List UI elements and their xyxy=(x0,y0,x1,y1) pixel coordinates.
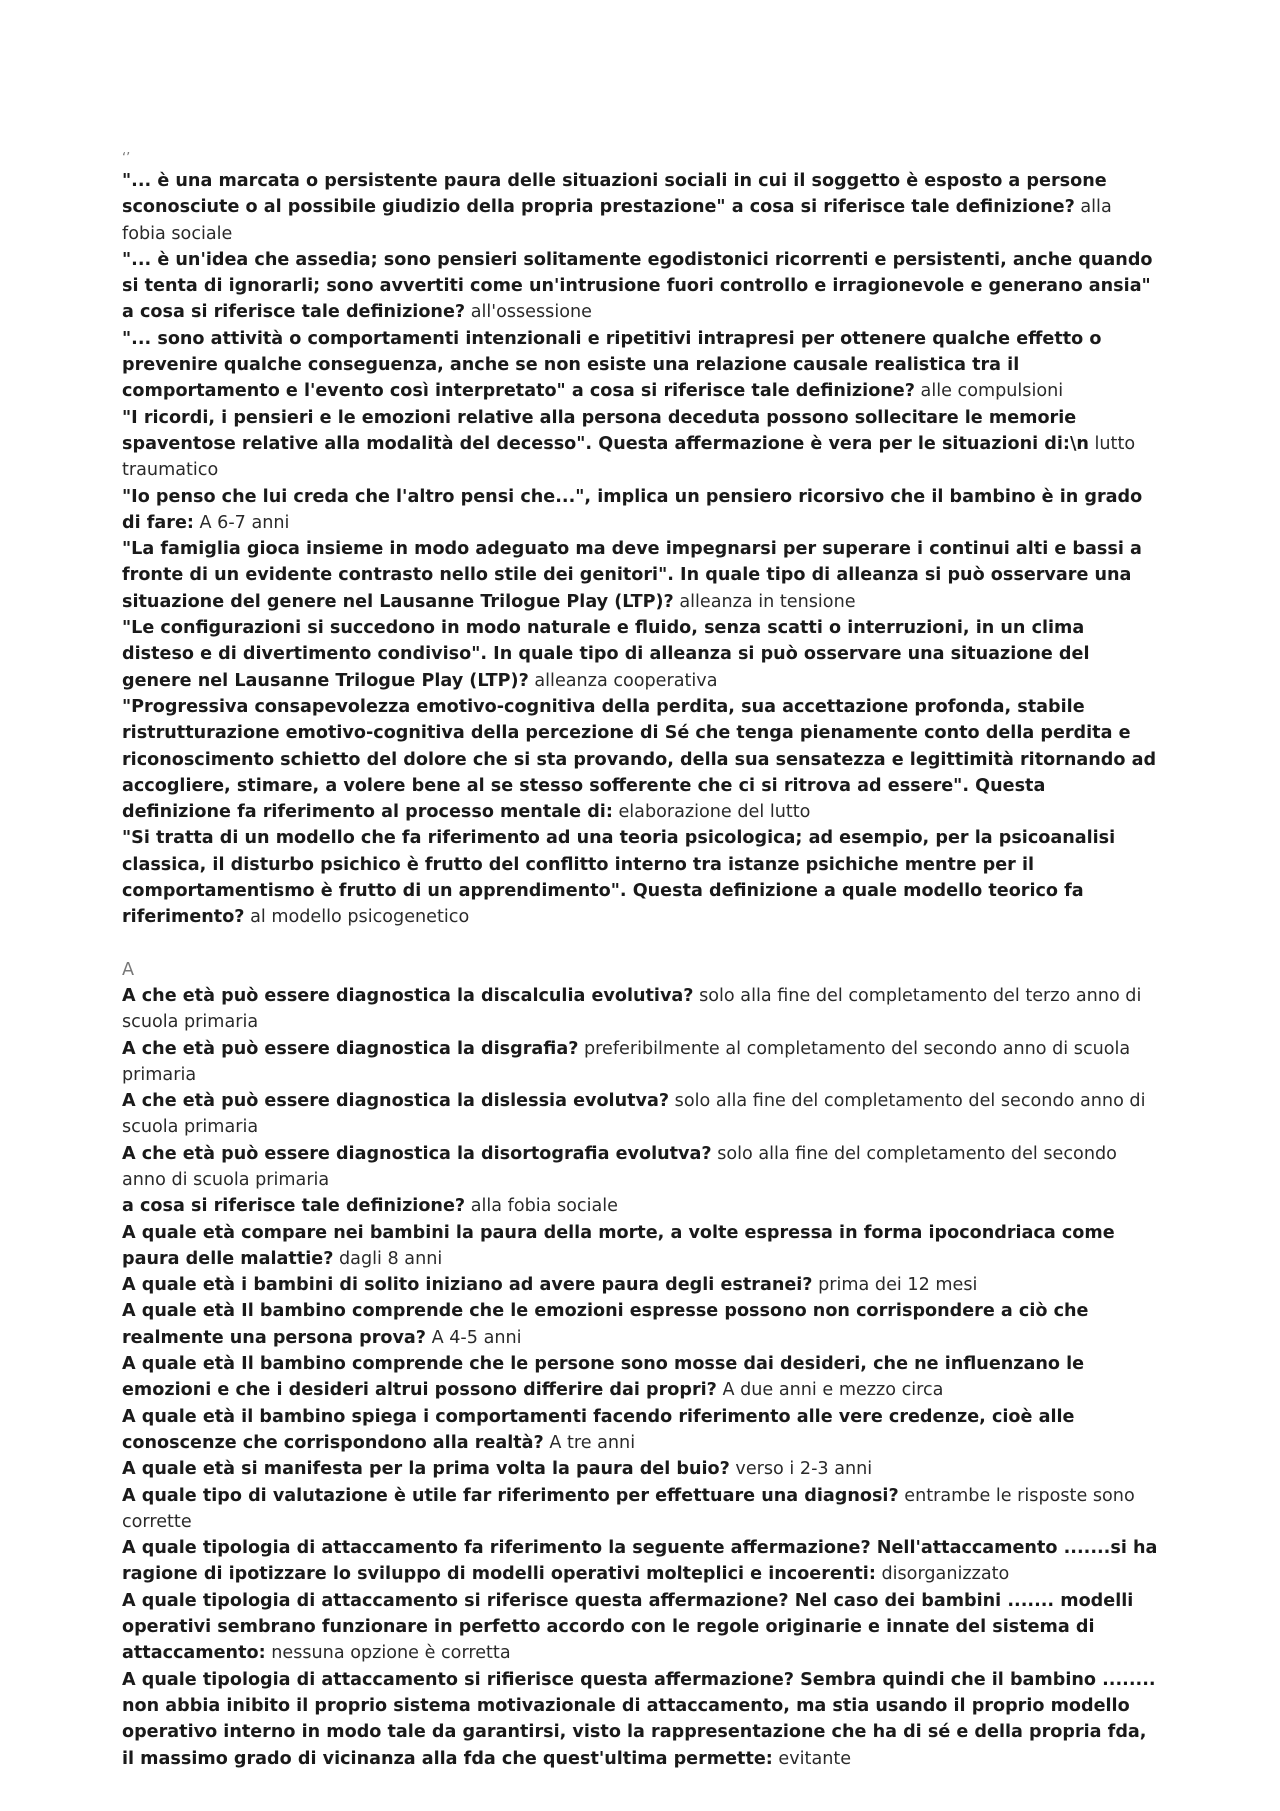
qa-entry xyxy=(122,1220,1158,1273)
qa-entry xyxy=(122,1141,1158,1194)
question-text: A che età può essere diagnostica la dislessia evolutva? xyxy=(122,1091,670,1112)
answer-text: lutto traumatico xyxy=(122,433,1136,481)
question-text: "I ricordi, i pensieri e le emozioni relative alla persona deceduta possono sollecitare le memorie spaventose relative alla modalità del decesso". Questa affermazione è vera per le situazioni di:\n xyxy=(122,407,1089,454)
answer-text: preferibilmente al completamento del secondo anno di scuola primaria xyxy=(122,1038,1131,1085)
question-text: "... è un'idea che assedia; sono pensieri solitamente egodistonici ricorrenti e persistenti, anche quando si tenta di ignorarli; sono avvertiti come un'intrusione fuori controllo e irragionevole e generano ansia" a cosa si riferisce tale definizione? xyxy=(122,249,1153,323)
question-text: A quale età il bambino spiega i comportamenti facendo riferimento alle vere credenze, cioè alle conoscenze che corrispondono alla realtà? xyxy=(122,1406,1075,1453)
question-text: "Io penso che lui creda che l'altro pensi che...", implica un pensiero ricorsivo che il bambino è in grado di fare: xyxy=(122,486,1143,533)
qa-entry xyxy=(122,1667,1158,1772)
section-gap xyxy=(122,931,1158,957)
answer-text: solo alla fine del completamento del secondo anno di scuola primaria xyxy=(122,1091,1146,1138)
qa-entry xyxy=(122,1088,1158,1141)
qa-entry xyxy=(122,983,1158,1036)
qa-entry xyxy=(122,1456,1158,1482)
question-text: A quale età i bambini di solito iniziano ad avere paura degli estranei? xyxy=(122,1275,813,1296)
answer-text: alla fobia sociale xyxy=(122,197,1112,244)
top-marker: ‘’ xyxy=(122,151,131,166)
question-text: "Le configurazioni si succedono in modo naturale e fluido, senza scatti o interruzioni, in un clima disteso e di divertimento condiviso". In quale tipo di alleanza si può osservare una situazione del genere nel Lausanne Trilogue Play (LTP)? xyxy=(122,618,1090,691)
qa-entry xyxy=(122,1588,1158,1667)
answer-text: nessuna opzione è corretta xyxy=(271,1643,511,1664)
answer-text: elaborazione del lutto xyxy=(618,802,811,823)
section-letter: A xyxy=(122,959,135,980)
qa-entry xyxy=(122,1298,1158,1351)
answer-text: evitante xyxy=(778,1748,852,1769)
question-text: "Progressiva consapevolezza emotivo-cognitiva della perdita, sua accettazione profonda, stabile ristrutturazione emotivo-cognitiva della percezione di Sé che tenga pienamente conto della perdita e riconoscimento schietto del dolore che si sta provando, della sua sensatezza e legittimità ritornando ad accogliere, stimare, a volere bene al se stesso sofferente che ci si ritrova ad essere". Questa definizione fa riferimento al processo mentale di: xyxy=(122,696,1157,823)
question-text: A che età può essere diagnostica la disgrafia? xyxy=(122,1038,579,1059)
qa-entry xyxy=(122,536,1158,615)
question-text: "... sono attività o comportamenti intenzionali e ripetitivi intrapresi per ottenere qualche effetto o prevenire qualche conseguenza, anche se non esiste una relazione causale realistica tra il comportamento e l'evento così interpretato" a cosa si riferisce tale definizione? xyxy=(122,328,1102,402)
question-text: a cosa si riferisce tale definizione? xyxy=(122,1196,466,1217)
question-text: A quale età si manifesta per la prima volta la paura del buio? xyxy=(122,1459,730,1480)
question-text: "Si tratta di un modello che fa riferimento ad una teoria psicologica; ad esempio, per la psicoanalisi classica, il disturbo psichico è frutto del conflitto interno tra istanze psichiche mentre per il comportamentismo è frutto di un apprendimento". Questa definizione a quale modello teorico fa riferimento? xyxy=(122,828,1116,928)
answer-text: alleanza cooperativa xyxy=(534,670,718,691)
answer-text: dagli 8 anni xyxy=(339,1248,443,1269)
answer-text: alle compulsioni xyxy=(920,381,1064,402)
qa-entry xyxy=(122,168,1158,247)
question-text: A quale età Il bambino comprende che le persone sono mosse dai desideri, che ne influenzano le emozioni e che i desideri altrui possono differire dai propri? xyxy=(122,1354,1085,1401)
qa-entry xyxy=(122,1483,1158,1536)
answer-text: entrambe le risposte sono corrette xyxy=(122,1485,1135,1532)
qa-entry xyxy=(122,326,1158,405)
qa-entry xyxy=(122,1036,1158,1089)
question-text: "La famiglia gioca insieme in modo adeguato ma deve impegnarsi per superare i continui alti e bassi a fronte di un evidente contrasto nello stile dei genitori". In quale tipo di alleanza si può osservare una situazione del genere nel Lausanne Trilogue Play (LTP)? xyxy=(122,539,1142,612)
question-text: A quale tipologia di attaccamento si rifierisce questa affermazione? Sembra quindi che il bambino ........ non abbia inibito il proprio sistema motivazionale di attaccamento, ma stia usando il proprio modello operativo interno in modo tale da garantirsi, visto la rappresentazione che ha di sé e della propria fda, il massimo grado di vicinanza alla fda che quest'ultima permette: xyxy=(122,1669,1156,1769)
question-text: A che età può essere diagnostica la discalculia evolutiva? xyxy=(122,985,694,1006)
answer-text: alleanza in tensione xyxy=(679,591,856,612)
qa-entry xyxy=(122,247,1158,326)
qa-entry xyxy=(122,1535,1158,1588)
answer-text: disorganizzato xyxy=(881,1564,1010,1585)
answer-text: verso i 2-3 anni xyxy=(735,1459,873,1480)
qa-entry xyxy=(122,1193,1158,1219)
entries-group-a xyxy=(122,983,1158,1772)
qa-entry xyxy=(122,484,1158,537)
question-text: A quale tipologia di attaccamento si riferisce questa affermazione? Nel caso dei bambini ....... modelli operativi sembrano funzionare in perfetto accordo con le regole originarie e innate del sistema di attaccamento: xyxy=(122,1590,1134,1664)
qa-entry xyxy=(122,1351,1158,1404)
answer-text: A due anni e mezzo circa xyxy=(722,1380,944,1401)
question-text: A quale età compare nei bambini la paura della morte, a volte espressa in forma ipocondriaca come paura delle malattie? xyxy=(122,1222,1115,1269)
question-text: A che età può essere diagnostica la disortografia evolutva? xyxy=(122,1143,712,1164)
question-text: A quale tipologia di attaccamento fa riferimento la seguente affermazione? Nell'attaccamento .......si ha ragione di ipotizzare lo sviluppo di modelli operativi molteplici e incoerenti: xyxy=(122,1538,1158,1585)
question-text: "... è una marcata o persistente paura delle situazioni sociali in cui il soggetto è esposto a persone sconosciute o al possibile giudizio della propria prestazione" a cosa si riferisce tale definizione? xyxy=(122,171,1107,218)
entries-group-quotes xyxy=(122,168,1158,931)
qa-entry xyxy=(122,405,1158,484)
answer-text: solo alla fine del completamento del terzo anno di scuola primaria xyxy=(122,985,1142,1033)
qa-entry xyxy=(122,1272,1158,1298)
answer-text: all'ossessione xyxy=(470,302,592,323)
answer-text: solo alla fine del completamento del secondo anno di scuola primaria xyxy=(122,1143,1117,1190)
qa-entry xyxy=(122,694,1158,825)
question-text: A quale età Il bambino comprende che le emozioni espresse possono non corrispondere a ciò che realmente una persona prova? xyxy=(122,1301,1089,1348)
answer-text: alla fobia sociale xyxy=(470,1196,618,1217)
qa-entry xyxy=(122,1404,1158,1457)
qa-entry xyxy=(122,825,1158,930)
question-text: A quale tipo di valutazione è utile far riferimento per effettuare una diagnosi? xyxy=(122,1485,899,1506)
answer-text: al modello psicogenetico xyxy=(250,907,470,928)
answer-text: A 6-7 anni xyxy=(199,512,290,533)
answer-text: A 4-5 anni xyxy=(431,1327,522,1348)
answer-text: prima dei 12 mesi xyxy=(818,1275,978,1296)
qa-entry xyxy=(122,615,1158,694)
answer-text: A tre anni xyxy=(549,1432,636,1453)
